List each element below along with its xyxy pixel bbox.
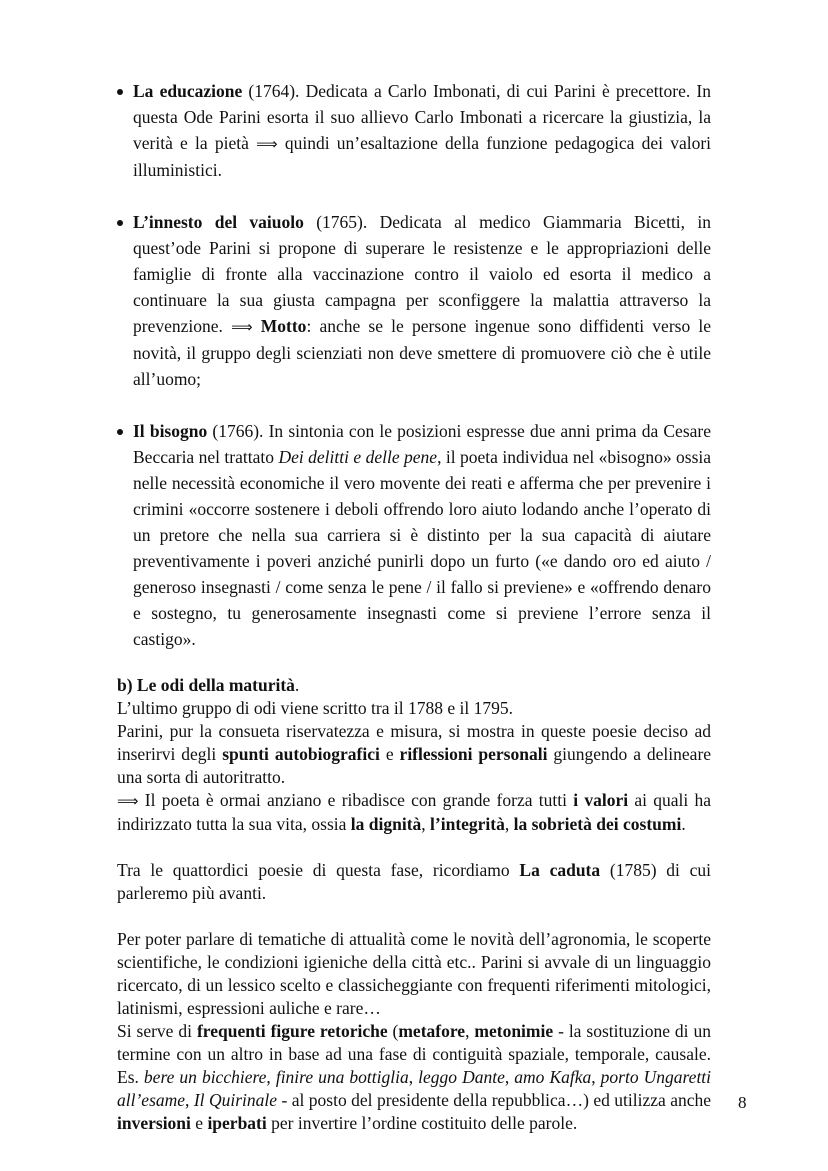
page-number: 8: [738, 1093, 747, 1112]
ode-description: (1765). Dedicata al medico Giammaria Bicetti, in quest’ode Parini si propone di superare le resistenze e le appropriazioni delle famiglie di fronte alla vaccinazione contro il vaiolo ed esorta il medico a continuare la sua giusta campagna per sconfiggere la malattia attraverso la prevenzione.: [133, 212, 711, 336]
bold-term: metonimie: [474, 1021, 554, 1041]
text-run: per invertire l’ordine costituito delle parole.: [271, 1113, 578, 1133]
ode-description: (1764). Dedicata a Carlo Imbonati, di cui Parini è precettore. In questa Ode Parini esorta il suo allievo Carlo Imbonati a ricercare la giustizia, la verità e la pietà: [133, 81, 711, 153]
heading-dot: .: [294, 675, 300, 695]
text-run: e: [195, 1113, 204, 1133]
punct: ,: [421, 814, 426, 834]
bold-term: riflessioni personali: [399, 744, 548, 764]
punct: ,: [408, 1067, 414, 1087]
bold-term: La caduta: [519, 860, 601, 880]
implies-arrow-icon: ⟹: [256, 135, 278, 153]
punct: ,: [185, 1090, 190, 1110]
bullet-dot: [117, 429, 123, 435]
bold-term: iperbati: [207, 1113, 267, 1133]
punct: .: [681, 814, 686, 834]
section-paragraph: [117, 720, 711, 789]
ode-title: L’innesto del vaiuolo: [133, 212, 304, 232]
example-term: Il Quirinale: [193, 1090, 278, 1110]
ode-conclusion: quindi un’esaltazione della funzione pedagogica dei valori illuministici.: [133, 133, 712, 180]
bold-term: frequenti figure retoriche: [196, 1021, 388, 1041]
bold-term: la dignità: [350, 814, 422, 834]
text-run: - la sostituzione di un termine con un altro in base ad una fase di contiguità spaziale, temporale, causale. Es.: [117, 1021, 711, 1087]
bold-term: i valori: [573, 790, 629, 810]
ode-title: Il bisogno: [133, 421, 208, 441]
punct: ,: [591, 1067, 596, 1087]
motto-text: : anche se le persone ingenue sono diffidenti verso le novità, il gruppo degli scienziati non deve smettere di promuovere ciò che è utile all’uomo;: [133, 316, 712, 389]
bullet-bisogno: [117, 418, 711, 652]
section-paragraph-values: [117, 789, 711, 836]
text-run: (1785) di cui parleremo più avanti.: [117, 860, 712, 903]
text-run: Tra le quattordici poesie di questa fase, ricordiamo: [117, 860, 510, 880]
text-run: e: [385, 744, 394, 764]
rhetoric-paragraph: [117, 1020, 711, 1135]
example-term: finire una bottiglia: [275, 1067, 409, 1087]
bold-term: la sobrietà dei costumi: [513, 814, 682, 834]
bullet-dot: [117, 89, 123, 95]
bullet-dot: [117, 220, 123, 226]
bold-term: inversioni: [117, 1113, 191, 1133]
example-term: bere un bicchiere: [143, 1067, 267, 1087]
bullet-educazione: [117, 78, 711, 183]
punct: (: [392, 1021, 399, 1041]
example-term: leggo Dante: [418, 1067, 505, 1087]
bold-term: metafore: [398, 1021, 466, 1041]
text-run: Parini, pur la consueta riservatezza e misura, si mostra in queste poesie deciso ad inserirvi degli: [117, 721, 711, 764]
text-run: giungendo a delineare una sorta di autoritratto.: [117, 744, 712, 787]
work-title: Dei delitti e delle pene: [278, 447, 438, 467]
section-heading-text: b) Le odi della maturità: [117, 675, 295, 695]
example-term: porto Ungaretti all’esame: [117, 1067, 712, 1110]
caduta-paragraph: [117, 859, 711, 905]
section-intro: L’ultimo gruppo di odi viene scritto tra il 1788 e il 1795.: [117, 698, 513, 718]
implies-arrow-icon: ⟹: [231, 318, 253, 336]
punct: ,: [504, 814, 510, 834]
section-heading: [117, 674, 711, 697]
implies-arrow-icon: ⟹: [117, 792, 139, 810]
punct: ,: [266, 1067, 271, 1087]
document-page: [117, 78, 711, 1135]
motto-label: Motto: [260, 316, 307, 336]
language-paragraph: Per poter parlare di tematiche di attualità come le novità dell’agronomia, le scoperte scientifiche, le condizioni igieniche della città etc.. Parini si avvale di un linguaggio ricercato, di un lessico scelto e classicheggiante con frequenti riferimenti mitologici, latinismi, espressioni auliche e rare…: [117, 929, 711, 1018]
bold-term: spunti autobiografici: [222, 744, 380, 764]
ode-title: La educazione: [133, 81, 243, 101]
bold-term: l’integrità: [430, 814, 505, 834]
text-run: Il poeta è ormai anziano e ribadisce con grande forza tutti: [144, 790, 567, 810]
text-run: - al posto del presidente della repubblica…) ed utilizza anche: [281, 1090, 712, 1110]
punct: ,: [465, 1021, 470, 1041]
bullet-innesto-vaiuolo: [117, 209, 711, 392]
text-run: Si serve di: [117, 1021, 192, 1041]
punct: ,: [504, 1067, 510, 1087]
text-run: ai quali ha indirizzato tutta la sua vita, ossia: [117, 790, 712, 834]
ode-quote-text: , il poeta individua nel «bisogno» ossia nelle necessità economiche il vero movente dei reati e afferma che per prevenire i crimini «occorre sostenere i deboli offrendo loro aiuto lodando anche l’operato di un pretore che nella sua carriera si è distinto per la sua capacità di aiutare preventivamente i poveri anziché punirli dopo un furto («e dando oro ed aiuto / generoso insegnasti / come senza le pene / il fallo si previene» e «offrendo denaro e sostegno, tu generosamente insegnasti come si previene l’errore senza il castigo».: [133, 447, 712, 649]
ode-description: (1766). In sintonia con le posizioni espresse due anni prima da Cesare Beccaria nel trattato: [133, 421, 711, 467]
example-term: amo Kafka: [514, 1067, 592, 1087]
